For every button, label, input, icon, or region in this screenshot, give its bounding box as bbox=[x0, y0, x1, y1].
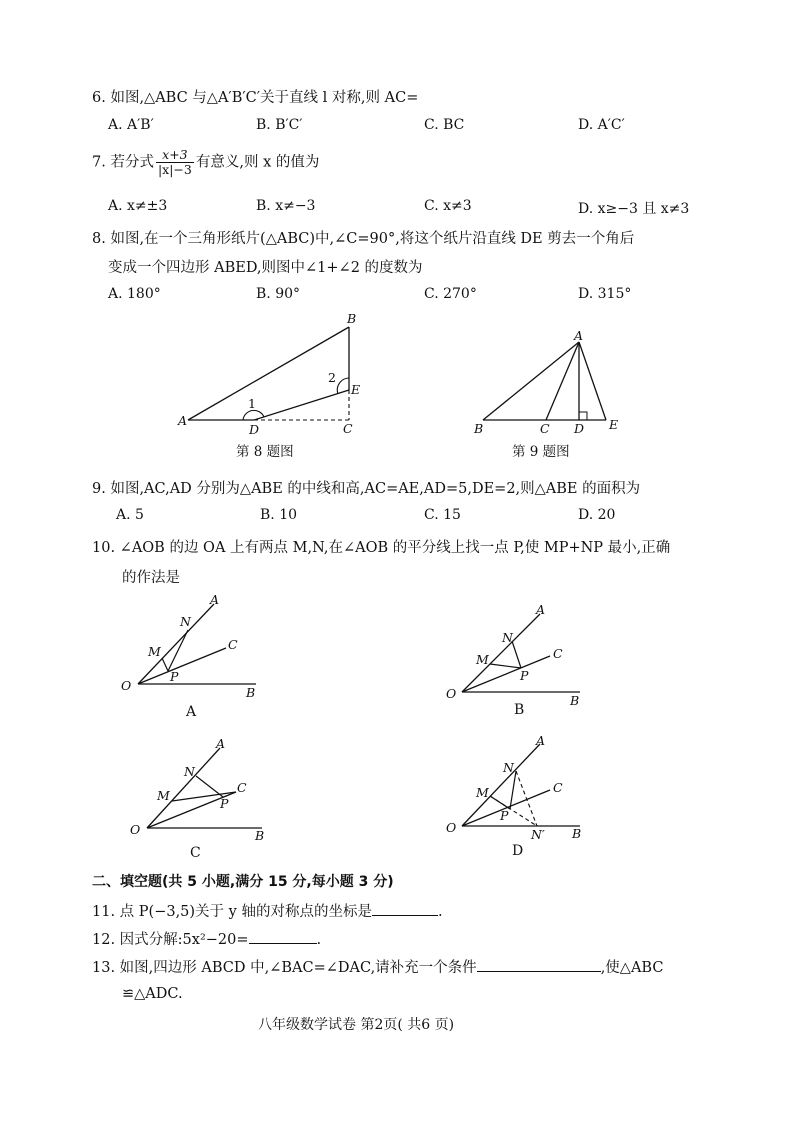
fig10b-segment-mp bbox=[490, 664, 521, 668]
fig10a-label-m: M bbox=[148, 644, 161, 659]
fig10a-segment-mp bbox=[162, 658, 168, 671]
fig10a-label-a: A bbox=[210, 592, 220, 607]
q7-fraction-numerator: x+3 bbox=[156, 148, 194, 163]
q10-stem-line2: 的作法是 bbox=[122, 570, 180, 586]
fig10d-label-o: O bbox=[446, 820, 457, 835]
fig10a-label-p: P bbox=[170, 669, 179, 684]
fig10d-label-c: C bbox=[553, 780, 563, 795]
q6-option-a: A. A′B′ bbox=[108, 117, 154, 133]
fig10a-label-n: N bbox=[180, 614, 191, 629]
fig9-label-a: A bbox=[574, 328, 584, 343]
fig10c-label-a: A bbox=[216, 736, 226, 751]
q12-prefix: 12. 因式分解:5x²−20= bbox=[92, 932, 249, 948]
fig10a-label-b: B bbox=[246, 685, 256, 700]
fig10d-label-m: M bbox=[476, 785, 489, 800]
fig10c-label-c: C bbox=[237, 780, 247, 795]
fig9-caption: 第 9 题图 bbox=[512, 444, 570, 460]
fig10b-label-n: N bbox=[502, 630, 513, 645]
q7-suffix: 有意义,则 x 的值为 bbox=[195, 154, 320, 171]
q13-prefix: 13. 如图,四边形 ABCD 中,∠BAC=∠DAC,请补充一个条件 bbox=[92, 960, 477, 976]
fig8-label-c: C bbox=[343, 421, 353, 436]
fig10c-label-n: N bbox=[184, 764, 195, 779]
fig10d-label-n-prime: N′ bbox=[531, 827, 545, 842]
q9-stem: 9. 如图,AC,AD 分别为△ABE 的中线和高,AC=AE,AD=5,DE=2,则△ABE 的面积为 bbox=[92, 481, 641, 497]
fig8-label-angle-1: 1 bbox=[248, 396, 256, 411]
q7-option-d: D. x≥−3 且 x≠3 bbox=[578, 201, 690, 217]
fig8-label-angle-2: 2 bbox=[328, 370, 336, 385]
q12-answer-blank[interactable] bbox=[249, 929, 317, 944]
fig10b-label-m: M bbox=[476, 652, 489, 667]
fig10b-segment-np bbox=[512, 641, 521, 668]
q8-option-a: A. 180° bbox=[108, 286, 161, 302]
q13-stem-line2: ≌△ADC. bbox=[122, 986, 183, 1002]
fig10a-label-c: C bbox=[228, 637, 238, 652]
fig10-caption-d: D bbox=[512, 843, 524, 859]
fig10-option-a-diagram bbox=[121, 592, 256, 700]
q8-option-d: D. 315° bbox=[578, 286, 632, 302]
fig10b-label-c: C bbox=[553, 646, 563, 661]
q7-option-a: A. x≠±3 bbox=[108, 198, 168, 214]
fig10b-label-a: A bbox=[536, 602, 546, 617]
q13-answer-blank[interactable] bbox=[477, 957, 601, 972]
fig8-label-b: B bbox=[347, 311, 357, 326]
fig10a-label-o: O bbox=[121, 678, 132, 693]
q11-stem bbox=[92, 900, 443, 921]
q7-option-b: B. x≠−3 bbox=[256, 198, 316, 214]
q12-stem bbox=[92, 928, 321, 949]
q13-suffix: ,使△ABC bbox=[600, 960, 664, 976]
fig10-caption-b: B bbox=[514, 702, 525, 718]
q8-option-b: B. 90° bbox=[256, 286, 301, 302]
fig9-label-d: D bbox=[574, 421, 585, 436]
fig10c-segment-np bbox=[196, 776, 223, 797]
fig10b-label-p: P bbox=[520, 668, 529, 683]
fig10-caption-c: C bbox=[190, 845, 201, 861]
q6-option-c: C. BC bbox=[424, 117, 465, 133]
fig10d-label-n: N bbox=[503, 760, 514, 775]
q8-stem-line1: 8. 如图,在一个三角形纸片(△ABC)中,∠C=90°,将这个纸片沿直线 DE 剪去一个角后 bbox=[92, 231, 635, 247]
q9-option-b: B. 10 bbox=[260, 507, 298, 523]
fig8-label-e: E bbox=[351, 382, 361, 397]
q8-option-c: C. 270° bbox=[424, 286, 477, 302]
fig10b-label-o: O bbox=[446, 686, 457, 701]
fig10c-label-p: P bbox=[220, 796, 229, 811]
q7-fraction-denominator: |x|−3 bbox=[157, 162, 192, 177]
fig10b-label-b: B bbox=[570, 693, 580, 708]
fig10-option-d-diagram bbox=[446, 733, 581, 842]
section-2-title: 二、填空题(共 5 小题,满分 15 分,每小题 3 分) bbox=[92, 874, 394, 890]
q8-stem-line2: 变成一个四边形 ABED,则图中∠1+∠2 的度数为 bbox=[108, 260, 423, 276]
fig10-caption-a: A bbox=[186, 704, 197, 720]
q7-option-c: C. x≠3 bbox=[424, 198, 472, 214]
q10-stem-line1: 10. ∠AOB 的边 OA 上有两点 M,N,在∠AOB 的平分线上找一点 P,使 MP+NP 最小,正确 bbox=[92, 540, 671, 556]
fig10d-label-p: P bbox=[500, 808, 509, 823]
fig9-label-c: C bbox=[540, 421, 550, 436]
q13-stem-line1 bbox=[92, 956, 663, 977]
q9-option-a: A. 5 bbox=[116, 507, 144, 523]
fig10c-label-m: M bbox=[157, 788, 170, 803]
fig8-label-d: D bbox=[249, 422, 260, 437]
fig10-option-c-diagram bbox=[130, 736, 264, 843]
fig10d-segment-np bbox=[510, 771, 516, 809]
fig8-caption: 第 8 题图 bbox=[236, 444, 294, 460]
fig10c-label-b: B bbox=[255, 828, 265, 843]
q11-suffix: . bbox=[437, 904, 443, 920]
q6-option-b: B. B′C′ bbox=[256, 117, 303, 133]
q11-answer-blank[interactable] bbox=[372, 901, 438, 916]
fig10d-label-b: B bbox=[572, 826, 582, 841]
q9-option-c: C. 15 bbox=[424, 507, 461, 523]
fig10d-label-a: A bbox=[536, 733, 546, 748]
fig10c-label-o: O bbox=[130, 822, 141, 837]
q6-option-d: D. A′C′ bbox=[578, 117, 625, 133]
q11-prefix: 11. 点 P(−3,5)关于 y 轴的对称点的坐标是 bbox=[92, 904, 372, 920]
fig10-option-b-diagram bbox=[446, 602, 580, 708]
q6-stem: 6. 如图,△ABC 与△A′B′C′关于直线 l 对称,则 AC= bbox=[92, 90, 419, 106]
q12-suffix: . bbox=[316, 932, 322, 948]
fig9-label-b: B bbox=[474, 421, 484, 436]
page-footer: 八年级数学试卷 第2页( 共6 页) bbox=[258, 1017, 455, 1033]
q9-option-d: D. 20 bbox=[578, 507, 616, 523]
fig8-label-a: A bbox=[178, 413, 188, 428]
fig9-label-e: E bbox=[609, 417, 619, 432]
fig10d-dashed-nn-prime bbox=[516, 771, 537, 826]
q7-prefix: 7. 若分式 bbox=[92, 154, 154, 171]
